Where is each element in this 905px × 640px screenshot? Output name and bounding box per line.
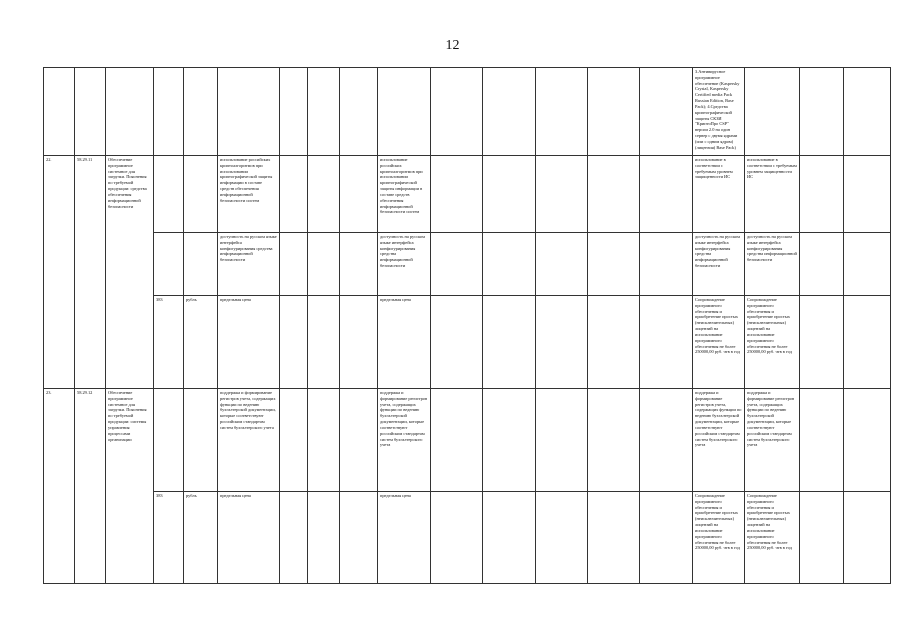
table-cell: Сопровождение программного обеспечения и приобретение простых (неисключительных) лицензий на использование программного обеспечения не более 250000,00 руб. чтв в год	[695, 297, 740, 355]
table-row	[44, 296, 891, 389]
okpd-code: 58.29.12	[77, 390, 93, 395]
table-row	[44, 492, 891, 584]
table-cell: Сопровождение программного обеспечения и приобретение простых (неисключительных) лицензий на использование программного обеспечения не более 250000,00 руб. чтв в год	[747, 493, 792, 551]
table-row	[44, 156, 891, 233]
table-row	[44, 233, 891, 296]
table-cell: Сопровождение программного обеспечения и приобретение простых (неисключительных) лицензий на использование программного обеспечения не более 250000,00 руб. чтв в год	[747, 297, 792, 355]
okpd-code: 58.29.11	[77, 157, 93, 162]
table-cell: использование в соответствии с требуемым уровнем защищенности ИС	[747, 157, 797, 180]
specification-table	[43, 67, 891, 584]
table-row	[44, 389, 891, 492]
table-cell: поддержка и формирование регистров учета, содержащих функции по ведению бухгалтерской документации, которые соответствуют российским стандартам систем бухгалтерского учета	[380, 390, 428, 448]
table-cell: доступность на русском языке интерфейса конфигурирования средства информационной безопасности	[220, 234, 277, 263]
table-cell: предельная цена	[220, 297, 251, 302]
unit-name: рубль	[186, 493, 197, 498]
table-cell: доступность на русском языке интерфейса конфигурирования средства информационной безопасности	[747, 234, 797, 263]
table-cell: 3.Антивирусное программное обеспечение (Kaspersky Crystal, Kaspersky Certified media Pack Russian Edition, Base Pack); 4.Средства криптографической защиты СКЗИ "КриптоПро CSP" версии 2.0 на один сервер с двумя ядрами (или с одним ядром) (лицензия) Base Pack)	[695, 69, 740, 150]
table-row	[44, 68, 891, 156]
row-number: 23.	[46, 390, 52, 395]
product-name: Обеспечение программное системное для загрузки. Пояснения по требуемой продукции: средства обеспечения информационной безопасности	[108, 157, 147, 209]
table-cell: доступность на русском языке интерфейса конфигурирования средства информационной безопасности	[380, 234, 425, 269]
unit-code: 383	[156, 493, 163, 498]
table-cell: использование российских криптоалгоритмов при использовании криптографической защиты информации в составе средств обеспечения информационной безопасности систем	[380, 157, 423, 215]
page-number: 12	[445, 38, 460, 53]
table-cell: поддержка и формирование регистров учета, содержащих функции по ведению бухгалтерской документации, которые соответствуют российским стандартам систем бухгалтерского учета	[695, 390, 742, 448]
product-name: Обеспечение программное системное для загрузки. Пояснения по требуемой продукции: системы управления процессами организации	[108, 390, 147, 442]
unit-code: 383	[156, 297, 163, 302]
table-cell: использование в соответствии с требуемым уровнем защищенности ИС	[695, 157, 733, 180]
table-cell: использование российских криптоалгоритмов при использовании криптографической защиты информации в составе средств обеспечения информационной безопасности систем	[220, 157, 273, 203]
table-cell: поддержка и формирование регистров учета, содержащих функции по ведению бухгалтерской документации, которые соответствуют российским стандартам систем бухгалтерского учета	[220, 390, 276, 430]
row-number: 22.	[46, 157, 52, 162]
table-cell: Сопровождение программного обеспечения и приобретение простых (неисключительных) лицензий на использование программного обеспечения не более 250000,00 руб. чтв в год	[695, 493, 740, 551]
table-cell: доступность на русском языке интерфейса конфигурирования средства информационной безопасности	[695, 234, 740, 269]
table-cell: поддержка и формирование регистров учета, содержащих функции по ведению бухгалтерской документации, которые соответствуют российским стандартам систем бухгалтерского учета	[747, 390, 795, 448]
table-cell: предельная цена	[380, 493, 411, 498]
unit-name: рубль	[186, 297, 197, 302]
table-cell: предельная цена	[220, 493, 251, 498]
table-cell: предельная цена	[380, 297, 411, 302]
